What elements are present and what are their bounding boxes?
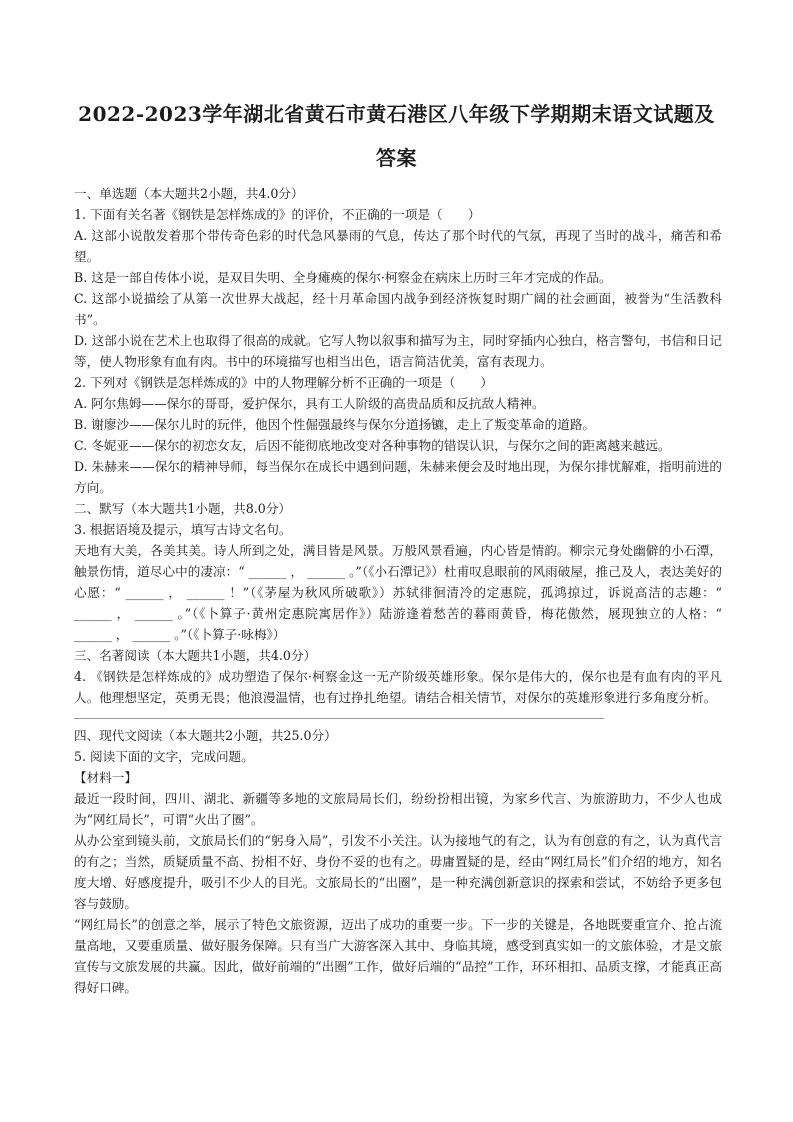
question-2-option-a: A. 阿尔焦姆——保尔的哥哥，爱护保尔，具有工人阶级的高贵品质和反抗敌人精神。 [74, 396, 545, 411]
material-1-paragraph: 从办公室到镜头前，文旅局长们的“躬身入局”，引发不小关注。认为接地气的有之，认为有创意的有之，认为真代言的有之；当然，质疑质量不高、扮相不好、身份不妥的也有之。毋庸置疑的是，经由“网红局长”们介绍的地方，知名度大增、好感度提升，吸引不少人的目光。文旅局长的“出圈”，是一种充满创新意识的探索和尝试，不妨给予更多包容与鼓励。 [74, 833, 722, 911]
question-2-option-d: D. 朱赫来——保尔的精神导师，每当保尔在成长中遇到问题，朱赫来便会及时地出现，为保尔排忧解难，指明前进的方向。 [74, 459, 722, 495]
section-3-header: 三、名著阅读（本大题共1小题，共4.0分） [74, 648, 317, 663]
question-2-stem: 2. 下列对《钢铁是怎样炼成的》中的人物理解分析不正确的一项是（ ） [74, 375, 494, 390]
document-title-line-2: 答案 [376, 146, 417, 170]
section-4-header: 四、现代文阅读（本大题共2小题，共25.0分） [74, 728, 337, 743]
question-1-stem: 1. 下面有关名著《钢铁是怎样炼成的》的评价，不正确的一项是（ ） [74, 207, 481, 222]
question-3-stem: 3. 根据语境及提示，填写古诗文名句。 [74, 522, 292, 537]
question-5-stem: 5. 阅读下面的文字，完成问题。 [74, 749, 254, 764]
question-1-option-c: C. 这部小说描绘了从第一次世界大战起，经十月革命国内战争到经济恢复时期广阔的社会画面，被誉为“生活教科书”。 [74, 291, 722, 327]
question-2-option-c: C. 冬妮亚——保尔的初恋女友，后因不能彻底地改变对各种事物的错误认识，与保尔之间的距离越来越远。 [74, 438, 671, 453]
question-1-option-b: B. 这是一部自传体小说，是双目失明、全身瘫痪的保尔·柯察金在病床上历时三年才完成的作品。 [74, 270, 612, 285]
material-1-label: 【材料一】 [74, 770, 137, 785]
divider [74, 718, 604, 719]
document-title-line-1: 2022-2023学年湖北省黄石市黄石港区八年级下学期期末语文试题及 [78, 102, 715, 126]
section-2-header: 二、默写（本大题共1小题，共8.0分） [74, 501, 291, 516]
material-1-paragraph: “网红局长”的创意之举，展示了特色文旅资源，迈出了成功的重要一步。下一步的关键是，各地既要重宣介、抢占流量高地，又要重质量、做好服务保障。只有当广大游客深入其中、身临其境，感受到真实如一的文旅体验，才是文旅宣传与文旅发展的共赢。因此，做好前端的“出圈”工作，做好后端的“品控”工作，环环相扣、品质支撑，才能真正高得好口碑。 [74, 917, 722, 995]
question-1-option-a: A. 这部小说散发着那个带传奇色彩的时代急风暴雨的气息，传达了那个时代的气氛，再现了当时的战斗，痛苦和希望。 [74, 228, 722, 264]
material-1-paragraph: 最近一段时间，四川、湖北、新疆等多地的文旅局局长们，纷纷扮相出镜，为家乡代言、为旅游助力，不少人也成为“网红局长”，可谓“火出了圈”。 [74, 791, 722, 827]
document-body [74, 183, 722, 998]
question-3-body: 天地有大美，各美其美。诗人所到之处，满目皆是风景。万般风景看遍，内心皆是情韵。柳宗元身处幽僻的小石潭，触景伤情，道尽心中的凄凉：“ ______ ， ______ 。”（《小石潭记》）杜甫叹息眼前的风雨破屋，推己及人，表达美好的心愿：“ ______ ， ______ ！”（《茅屋为秋风所破歌》）苏轼徘徊清冷的定惠院，孤鸿掠过，诉说高洁的志趣：“ ______ ， ______ 。”（《卜算子·黄州定惠院寓居作》）陆游逢着愁苦的暮雨黄昏，梅花傲然，展现独立的人格：“ ______ ， ______ 。”（《卜算子·咏梅》） [74, 543, 722, 642]
section-1-header: 一、单选题（本大题共2小题，共4.0分） [74, 186, 304, 201]
question-1-option-d: D. 这部小说在艺术上也取得了很高的成就。它写人物以叙事和描写为主，同时穿插内心独白，格言警句，书信和日记等，使人物形象有血有肉。书中的环境描写也相当出色，语言简洁优美，富有表现力。 [74, 333, 722, 369]
question-2-option-b: B. 谢廖沙——保尔儿时的玩伴，他因个性倔强最终与保尔分道扬镳，走上了叛变革命的道路。 [74, 417, 596, 432]
question-4-text: 4. 《钢铁是怎样炼成的》成功塑造了保尔·柯察金这一无产阶级英雄形象。保尔是伟大的，保尔也是有血有肉的平凡人。他理想坚定，英勇无畏；他浪漫温情，也有过挣扎绝望。请结合相关情节，对保尔的英雄形象进行多角度分析。 [74, 669, 722, 705]
